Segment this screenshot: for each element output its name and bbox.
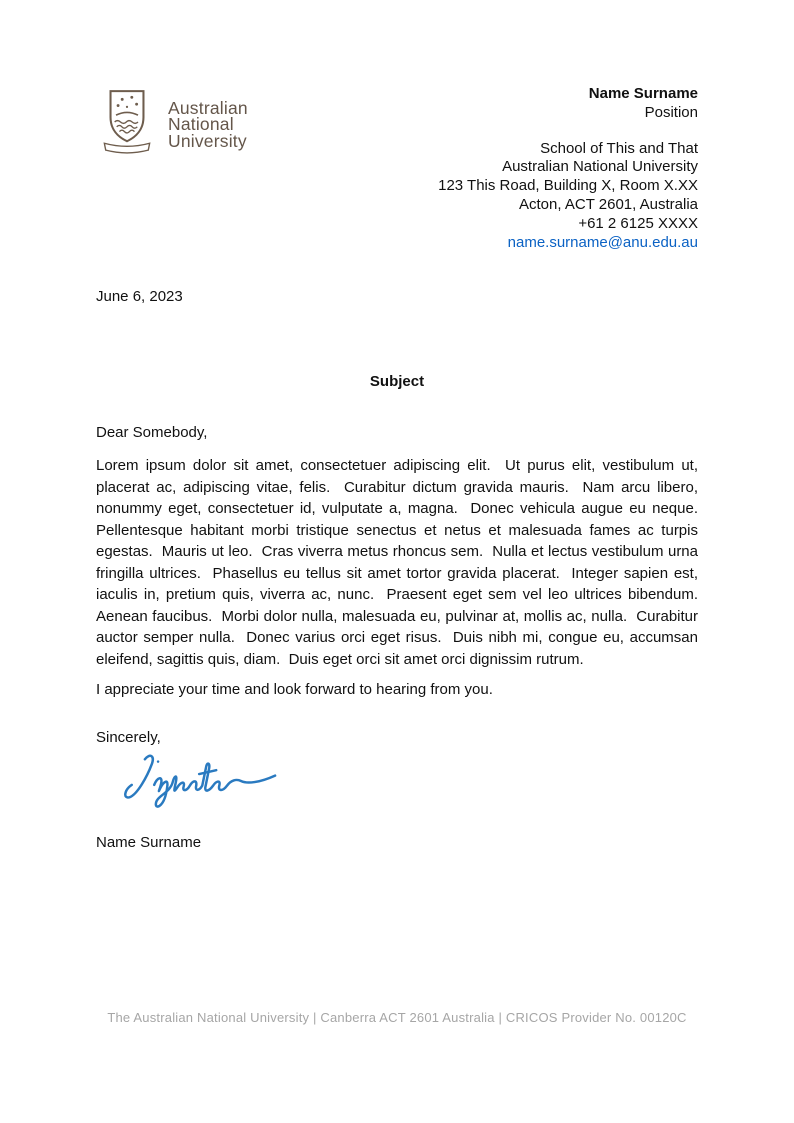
letter-subject: Subject bbox=[369, 373, 425, 391]
anu-logo-line-3: University bbox=[168, 130, 247, 151]
sender-phone: +61 2 6125 XXXX bbox=[578, 214, 698, 232]
sender-position: Position bbox=[644, 103, 698, 121]
body-paragraph: Lorem ipsum dolor sit amet, consectetuer adipiscing elit. Ut purus elit, vestibulum ut, placerat ac, adipiscing vitae, felis. Curabitur dictum gravida mauris. Nam arcu libero, nonummy eget, consectetuer id, vulputate a, magna. Donec vehicula augue eu neque. Pellentesque habitant morbi tristique senectus et netus et malesuada fames ac turpis egestas. Mauris ut leo. Cras viverra metus rhoncus sem. Nulla et lectus vestibulum urna fringilla ultrices. Phasellus eu tellus sit amet tortor gravida placerat. Integer sapien est, iaculis in, pretium quis, viverra ac, nunc. Praesent eget sem vel leo ultrices bibendum. Aenean faucibus. Morbi dolor nulla, malesuada eu, pulvinar at, mollis ac, nulla. Curabitur auctor semper nulla. Donec varius orci eget risus. Duis nibh mi, congue eu, accumsan eleifend, sagittis quis, diam. Duis eget orci sit amet orci dignissim rutrum. bbox=[96, 457, 707, 668]
letter-date: June 6, 2023 bbox=[96, 288, 183, 306]
anu-logo bbox=[96, 87, 248, 162]
sender-name: Name Surname bbox=[588, 85, 698, 102]
anu-logo-wordmark bbox=[168, 97, 248, 151]
sender-address-line: Acton, ACT 2601, Australia bbox=[519, 195, 698, 213]
signature-scribble-icon bbox=[110, 750, 310, 812]
sender-address-line: School of This and That bbox=[540, 139, 698, 157]
signature-image bbox=[110, 750, 698, 812]
anu-crest-icon bbox=[96, 87, 158, 162]
closing-line: I appreciate your time and look forward to hearing from you. bbox=[96, 681, 493, 699]
sender-block bbox=[438, 85, 698, 252]
sender-email-link[interactable]: name.surname@anu.edu.au bbox=[507, 233, 698, 251]
sender-address-line: Australian National University bbox=[502, 158, 698, 176]
letter-header bbox=[96, 85, 698, 252]
sender-address-line: 123 This Road, Building X, Room X.XX bbox=[438, 177, 698, 195]
signer-name: Name Surname bbox=[96, 833, 202, 851]
valediction: Sincerely, bbox=[96, 728, 161, 746]
salutation: Dear Somebody, bbox=[96, 424, 208, 442]
footer-text: The Australian National University | Canberra ACT 2601 Australia | CRICOS Provider No. 00120C bbox=[107, 1010, 687, 1025]
anu-logo-line-1: Australian bbox=[168, 97, 248, 118]
anu-logo-line-2: National bbox=[168, 114, 234, 135]
